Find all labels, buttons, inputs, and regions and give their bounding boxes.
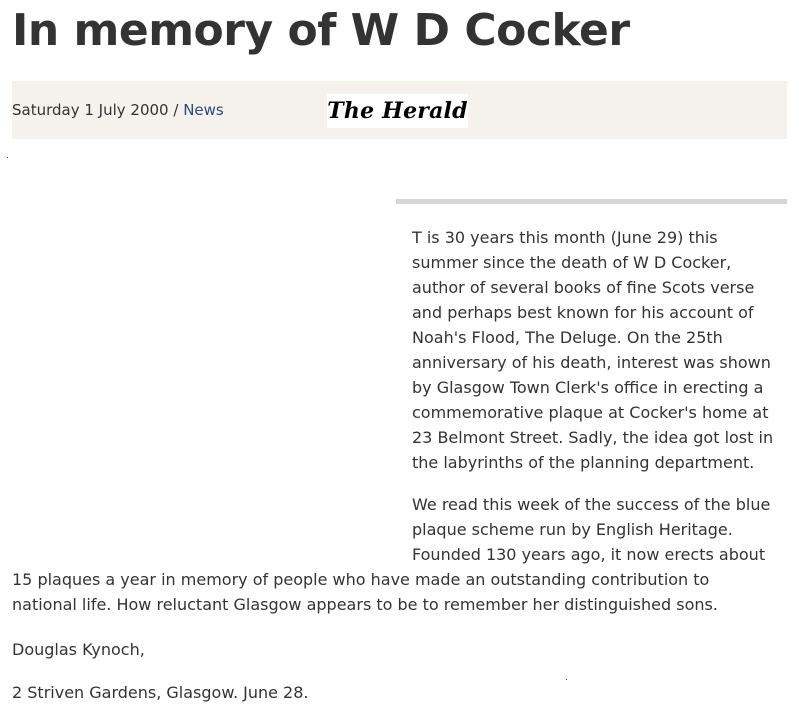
text-line: T is 30 years this month (June 29) this (412, 228, 718, 247)
text-line: summer since the death of W D Cocker, (412, 253, 732, 272)
text-line: and perhaps best known for his account of (412, 303, 754, 322)
paragraph-1 (412, 225, 773, 475)
text-line: We read this week of the success of the blue (412, 495, 771, 514)
article-meta (12, 100, 224, 120)
text-line: author of several books of fine Scots verse (412, 278, 755, 297)
meta-separator: / (168, 101, 184, 119)
text-line: national life. How reluctant Glasgow appears to be to remember her distinguished sons. (12, 595, 718, 614)
text-line: Founded 130 years ago, it now erects about (412, 545, 766, 564)
stray-dot (566, 679, 567, 680)
text-line: 15 plaques a year in memory of people who have made an outstanding contribution to (12, 570, 710, 589)
text-line: the labyrinths of the planning department. (412, 453, 755, 472)
text-line: commemorative plaque at Cocker's home at (412, 403, 769, 422)
article-headline: In memory of W D Cocker (12, 5, 630, 56)
text-line: 23 Belmont Street. Sadly, the idea got lost in (412, 428, 774, 447)
text-line: by Glasgow Town Clerk's office in erecting a (412, 378, 764, 397)
text-line: Noah's Flood, The Deluge. On the 25th (412, 328, 723, 347)
newspaper-masthead-logo: The Herald (327, 94, 468, 128)
stray-dot (7, 157, 8, 158)
text-line: anniversary of his death, interest was shown (412, 353, 771, 372)
paragraph-2-wide (12, 567, 718, 617)
paragraph-2-narrow (412, 492, 770, 567)
article-meta-bar (12, 81, 787, 139)
publish-date: Saturday 1 July 2000 (12, 101, 169, 119)
content-divider (396, 199, 787, 204)
text-line: plaque scheme run by English Heritage. (412, 520, 733, 539)
letter-address: 2 Striven Gardens, Glasgow. June 28. (12, 683, 309, 702)
section-link[interactable]: News (183, 101, 224, 119)
letter-signature: Douglas Kynoch, (12, 640, 145, 659)
